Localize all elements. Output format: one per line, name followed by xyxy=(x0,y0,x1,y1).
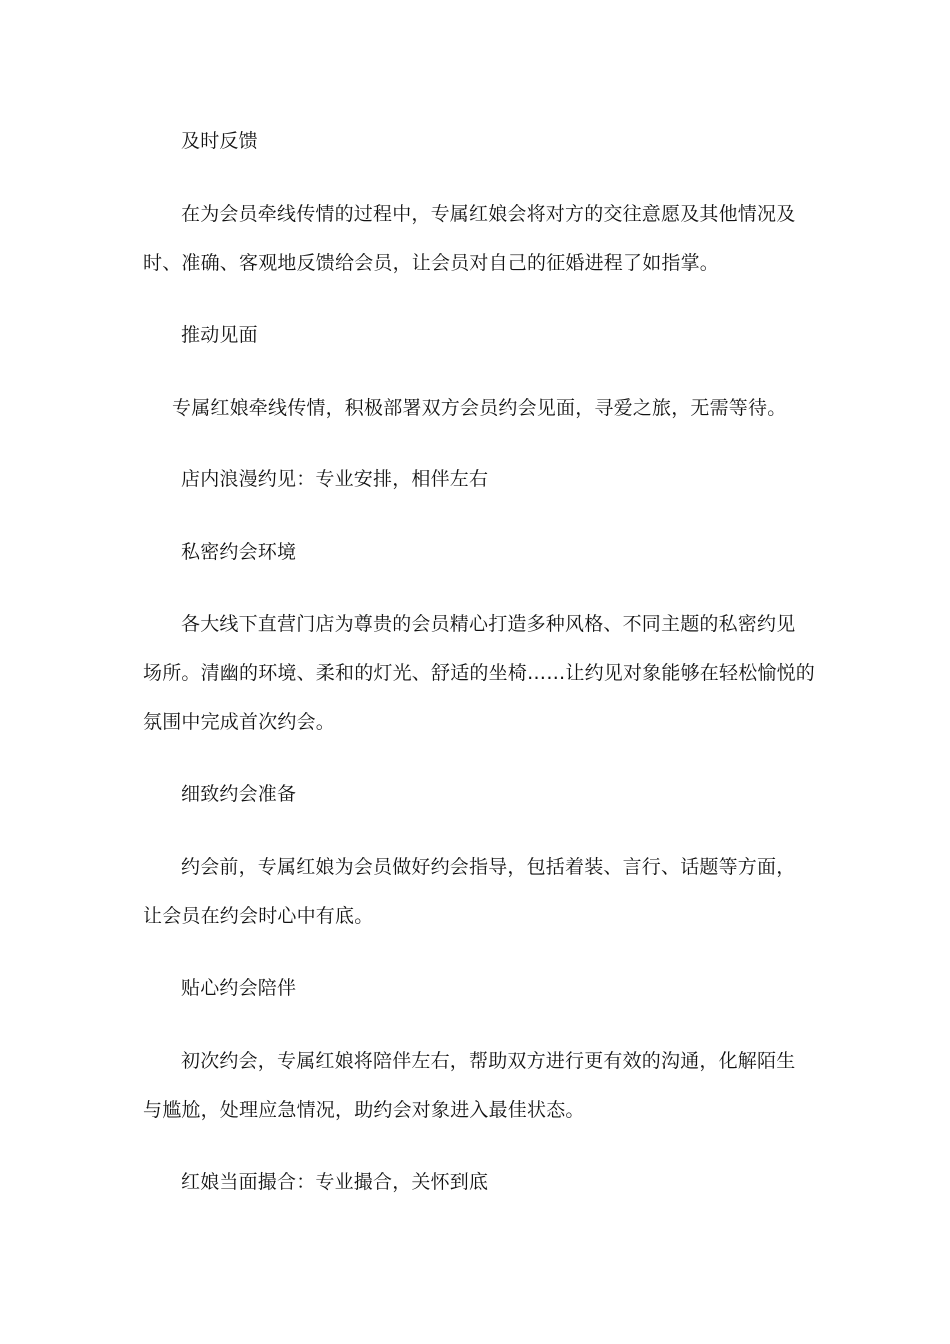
heading-promote-meeting: 推动见面 xyxy=(181,324,258,346)
paragraph-line: 在为会员牵线传情的过程中，专属红娘会将对方的交往意愿及其他情况及 xyxy=(181,203,796,225)
paragraph-line: 让会员在约会时心中有底。 xyxy=(143,905,374,927)
paragraph-line: 场所。清幽的环境、柔和的灯光、舒适的坐椅……让约见对象能够在轻松愉悦的 xyxy=(143,662,816,684)
heading-date-accompany: 贴心约会陪伴 xyxy=(181,977,297,999)
paragraph-line: 约会前，专属红娘为会员做好约会指导，包括着装、言行、话题等方面， xyxy=(181,856,796,878)
heading-in-store-meeting: 店内浪漫约见：专业安排，相伴左右 xyxy=(181,468,489,490)
paragraph-line: 各大线下直营门店为尊贵的会员精心打造多种风格、不同主题的私密约见 xyxy=(181,613,796,635)
paragraph-line: 初次约会，专属红娘将陪伴左右，帮助双方进行更有效的沟通，化解陌生 xyxy=(181,1050,796,1072)
paragraph-line: 氛围中完成首次约会。 xyxy=(143,711,336,733)
heading-date-preparation: 细致约会准备 xyxy=(181,783,297,805)
heading-timely-feedback: 及时反馈 xyxy=(181,130,258,152)
paragraph-line: 与尴尬，处理应急情况，助约会对象进入最佳状态。 xyxy=(143,1099,585,1121)
heading-matchmaker-in-person: 红娘当面撮合：专业撮合，关怀到底 xyxy=(181,1171,489,1193)
paragraph-line: 专属红娘牵线传情，积极部署双方会员约会见面，寻爱之旅，无需等待。 xyxy=(172,397,787,419)
paragraph-line: 时、准确、客观地反馈给会员，让会员对自己的征婚进程了如指掌。 xyxy=(143,252,720,274)
heading-private-environment: 私密约会环境 xyxy=(181,541,297,563)
